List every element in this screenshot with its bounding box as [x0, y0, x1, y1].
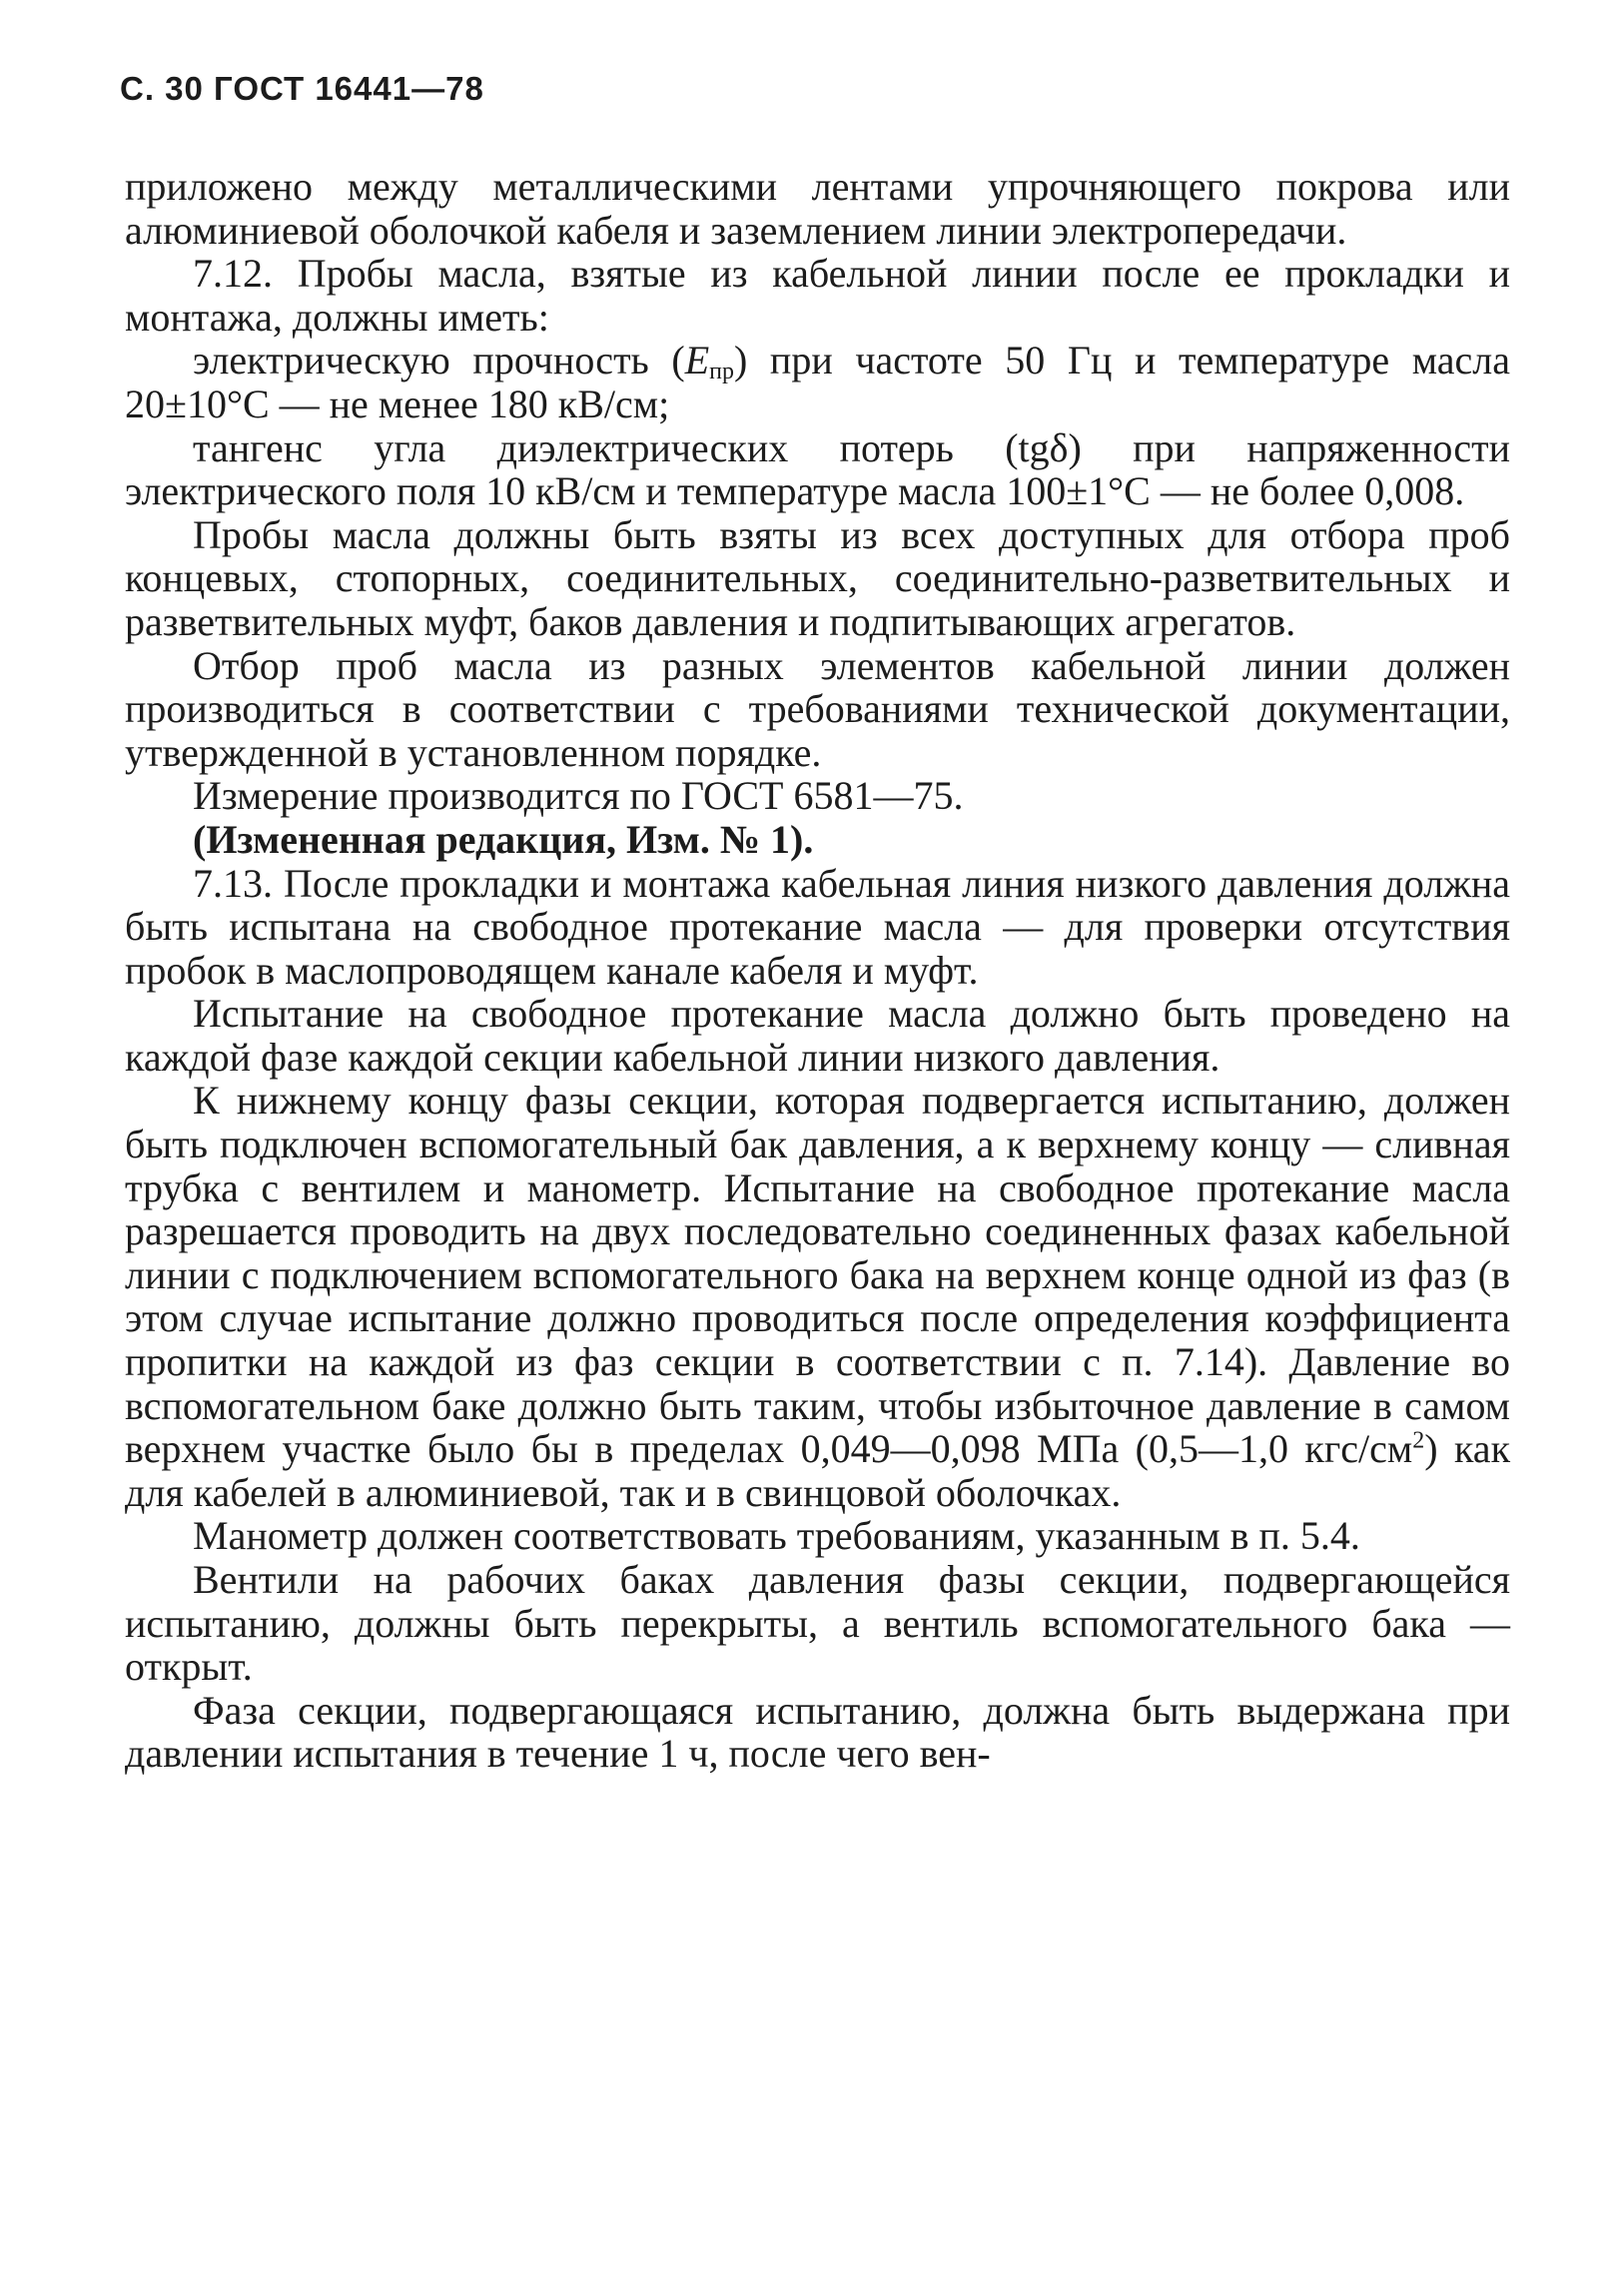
page-header: С. 30 ГОСТ 16441—78 — [120, 70, 484, 107]
paragraph-electric-strength: электрическую прочность $(E_{пр})$ при частоте 50 Гц и температуре масла 20±10°C — не менее 180 кВ/см; — [125, 338, 1511, 426]
paragraph-7-12: 7.12. Пробы масла, взятые из кабельной линии после ее прокладки и монтажа, должны иметь: — [125, 251, 1510, 340]
paragraph-manometer: Манометр должен соответствовать требованиям, указанным в п. 5.4. — [193, 1513, 1360, 1559]
paragraph-continuation: приложено между металлическими лентами упрочняющего покрова или алюминиевой оболочкой кабеля и заземлением линии электропередачи. — [125, 164, 1510, 253]
paragraph-phase-test: Фаза секции, подвергающаяся испытанию, должна быть выдержана при давлении испытания в течение 1 ч, после чего вен- — [125, 1687, 1510, 1777]
paragraph-7-13: 7.13. После прокладки и монтажа кабельная линия низкого давления должна быть испытана на свободное протекание масла — для проверки отсутствия пробок в маслопроводящем канале кабеля и муфт. — [125, 860, 1510, 993]
paragraph-valves: Вентили на рабочих баках давления фазы секции, подвергающейся испытанию, должны быть перекрыты, а вентиль вспомогательного бака — открыт. — [125, 1557, 1510, 1690]
paragraph-measurement: Измерение производится по ГОСТ 6581—75. — [193, 773, 964, 819]
paragraph-test-setup: К нижнему концу фазы секции, которая подвергается испытанию, должен быть подключен вспомогательный бак давления, а к верхнему концу — сливная трубка с вентилем и манометр. Испытание на свободное протекание масла разрешается проводить на двух последовательно соединенных фазах кабельной линии с подключением вспомогательного бака на верхнем конце одной из фаз (в этом случае испытание должно проводиться после определения коэффициента пропитки на каждой из фаз секции в соответствии с п. 7.14). Давление во вспомогательном баке должно быть таким, чтобы избыточное давление в самом верхнем участке было бы в пределах 0,049—0,098 МПа (0,5—1,0 кгс/$см^2$) как для кабелей в алюминиевой, так и в свинцовой оболочках. — [125, 1078, 1510, 1515]
paragraph-sampling: Отбор проб масла из разных элементов кабельной линии должен производиться в соответствии с требованиями технической документации, утвержденной в установленном порядке. — [125, 642, 1510, 775]
paragraph-free-flow-test: Испытание на свободное протекание масла должно быть проведено на каждой фазе каждой секции кабельной линии низкого давления. — [125, 991, 1510, 1080]
paragraph-oil-samples: Пробы масла должны быть взяты из всех доступных для отбора проб концевых, стопорных, соединительных, соединительно-разветвительных и разветвительных муфт, баков давления и подпитывающих агрегатов. — [125, 511, 1510, 644]
document-body — [125, 165, 1510, 1776]
paragraph-amendment: (Измененная редакция, Изм. № 1). — [193, 816, 814, 862]
paragraph-loss-tangent: тангенс угла диэлектрических потерь (tgδ) при напряженности электрического поля 10 кВ/см и температуре масла 100±1°C — не более 0,008. — [125, 424, 1510, 514]
